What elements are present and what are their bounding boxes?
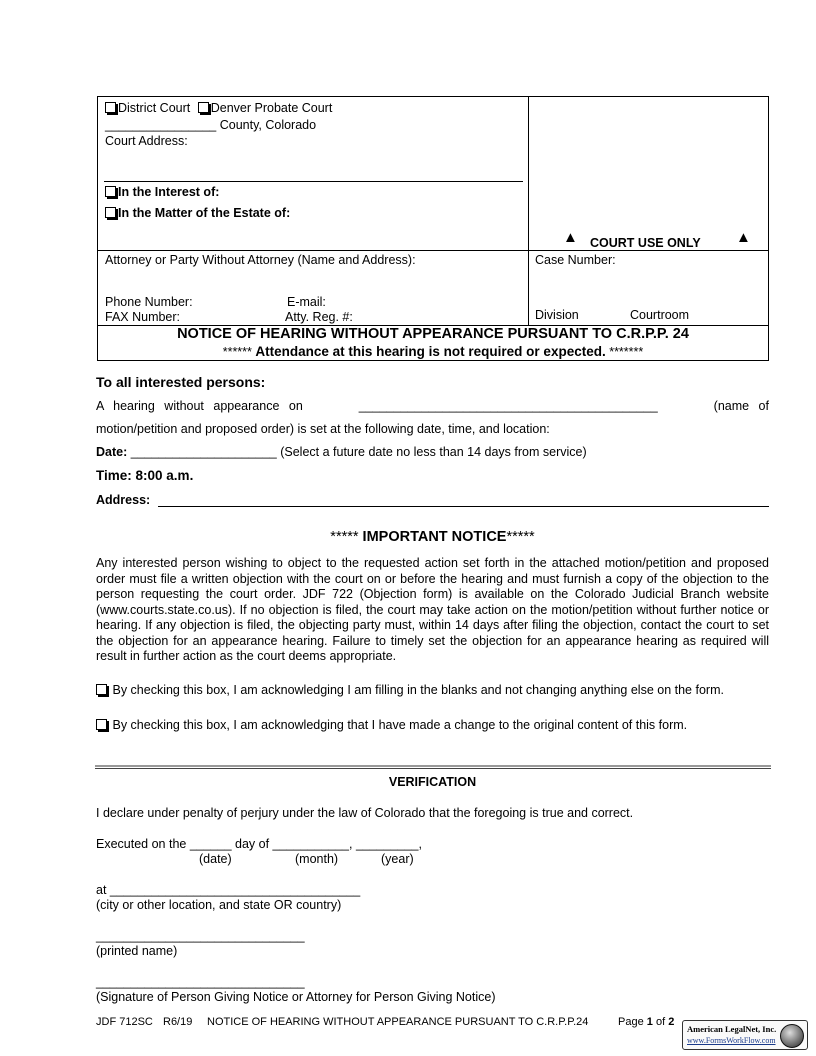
footer-form-name: NOTICE OF HEARING WITHOUT APPEARANCE PURSUANT TO C.R.P.P.24 [207,1016,589,1028]
ack-2 [96,718,687,732]
attendance-note [97,344,769,359]
printed-name-caption: (printed name) [96,944,178,958]
ack-1-checkbox[interactable] [96,684,107,695]
triangle-up-icon: ▲ [563,229,578,246]
court-use-only-label: COURT USE ONLY [590,236,701,250]
matter-estate-label: In the Matter of the Estate of: [118,206,291,220]
hearing-name-of: (name of [713,399,769,413]
attorney-label: Attorney or Party Without Attorney (Name and Address): [105,253,416,267]
interest-of-label: In the Interest of: [118,185,220,199]
footer-revision: R6/19 [163,1016,193,1028]
county-field[interactable]: ________________ [105,118,217,132]
address-label: Address: [96,493,151,507]
phone-label: Phone Number: [105,295,193,309]
address-field[interactable] [158,506,769,507]
important-notice-heading [96,529,769,545]
denver-probate-label: Denver Probate Court [210,101,333,115]
hearing-intro: A hearing without appearance on [96,399,303,413]
location-line[interactable]: at ____________________________________ [96,883,361,897]
year-caption: (year) [381,852,414,866]
attendance-stars-left: ****** [222,345,252,359]
important-title: IMPORTANT NOTICE [362,529,507,545]
county-label: County, Colorado [219,118,317,132]
publisher-logo [682,1020,808,1050]
attendance-text: Attendance at this hearing is not required or expected. [255,344,606,359]
ack-2-text: By checking this box, I am acknowledging that I have made a change to the original content of this form. [112,718,688,732]
printed-name-line[interactable]: ______________________________ [96,929,305,943]
ack-2-checkbox[interactable] [96,719,107,730]
month-caption: (month) [295,852,339,866]
important-stars-right: ***** [506,529,535,545]
page-prefix: Page [618,1016,644,1028]
fax-label: FAX Number: [105,310,181,324]
footer-form-id: JDF 712SC [96,1016,153,1028]
page-total: 2 [668,1016,675,1028]
signature-caption: (Signature of Person Giving Notice or Attorney for Person Giving Notice) [96,990,496,1004]
page-indicator [618,1016,674,1028]
notice-paragraph: Any interested person wishing to object to the requested action set forth in the attached motion/petition and proposed order must file a written objection with the court on or before the hearing and must furnish a copy of the objection to the person requesting the court order. JDF 722 (Objection form) is available on the Colorado Judicial Branch website (www.courts.state.co.us). If no objection is filed, the court may take action on the motion/petition without further notice or hearing. If any objection is filed, the objecting party must, within 14 days after filing the objection, contact the court to set the objection for an appearance hearing. Failure to timely set the objection for an appearance hearing as required will result in further action as the court deems appropriate. [96,556,769,663]
hearing-motion-field[interactable]: ___________________________________________ [358,399,658,413]
district-court-checkbox[interactable] [105,102,116,113]
declaration-text: I declare under penalty of perjury under the law of Colorado that the foregoing is true and correct. [96,806,634,820]
date-field[interactable]: _____________________ [130,445,277,459]
page-of: of [655,1016,666,1028]
date-label: Date: [96,445,128,459]
verification-title: VERIFICATION [388,775,477,789]
form-title: NOTICE OF HEARING WITHOUT APPEARANCE PURSUANT TO C.R.P.P. 24 [177,326,689,342]
date-row [96,445,587,459]
page-number: 1 [646,1016,653,1028]
ack-1 [96,683,769,699]
case-number-label: Case Number: [535,253,616,267]
signature-line[interactable]: ______________________________ [96,975,305,989]
time-label: Time: [96,468,132,483]
logo-website: www.FormsWorkFlow.com [687,1036,776,1045]
section-divider [95,765,771,767]
interest-of-checkbox[interactable] [105,186,116,197]
to-all-heading: To all interested persons: [96,374,266,390]
email-label: E-mail: [287,295,326,309]
atty-reg-label: Atty. Reg. #: [285,310,353,324]
ack-1-text: By checking this box, I am acknowledging I am filling in the blanks and not changing anything else on the form. [112,683,724,697]
court-address-label: Court Address: [105,134,188,148]
date-caption: (date) [199,852,232,866]
logo-globe-icon [780,1024,804,1048]
hearing-line-1 [96,399,769,413]
important-stars-left: ***** [330,529,359,545]
time-row [96,468,193,483]
executed-line[interactable]: Executed on the ______ day of ___________, _________, [96,837,422,851]
date-note: (Select a future date no less than 14 days from service) [280,445,587,459]
attendance-stars-right: ******* [609,345,644,359]
time-value: 8:00 a.m. [135,468,194,483]
division-label: Division [535,308,579,322]
triangle-up-icon: ▲ [736,229,751,246]
location-caption: (city or other location, and state OR country) [96,898,342,912]
logo-company: American LegalNet, Inc. [687,1024,777,1034]
matter-estate-checkbox[interactable] [105,207,116,218]
district-court-label: District Court [118,101,191,115]
denver-probate-checkbox[interactable] [198,102,209,113]
hearing-line-2: motion/petition and proposed order) is set at the following date, time, and location: [96,422,550,436]
courtroom-label: Courtroom [630,308,690,322]
